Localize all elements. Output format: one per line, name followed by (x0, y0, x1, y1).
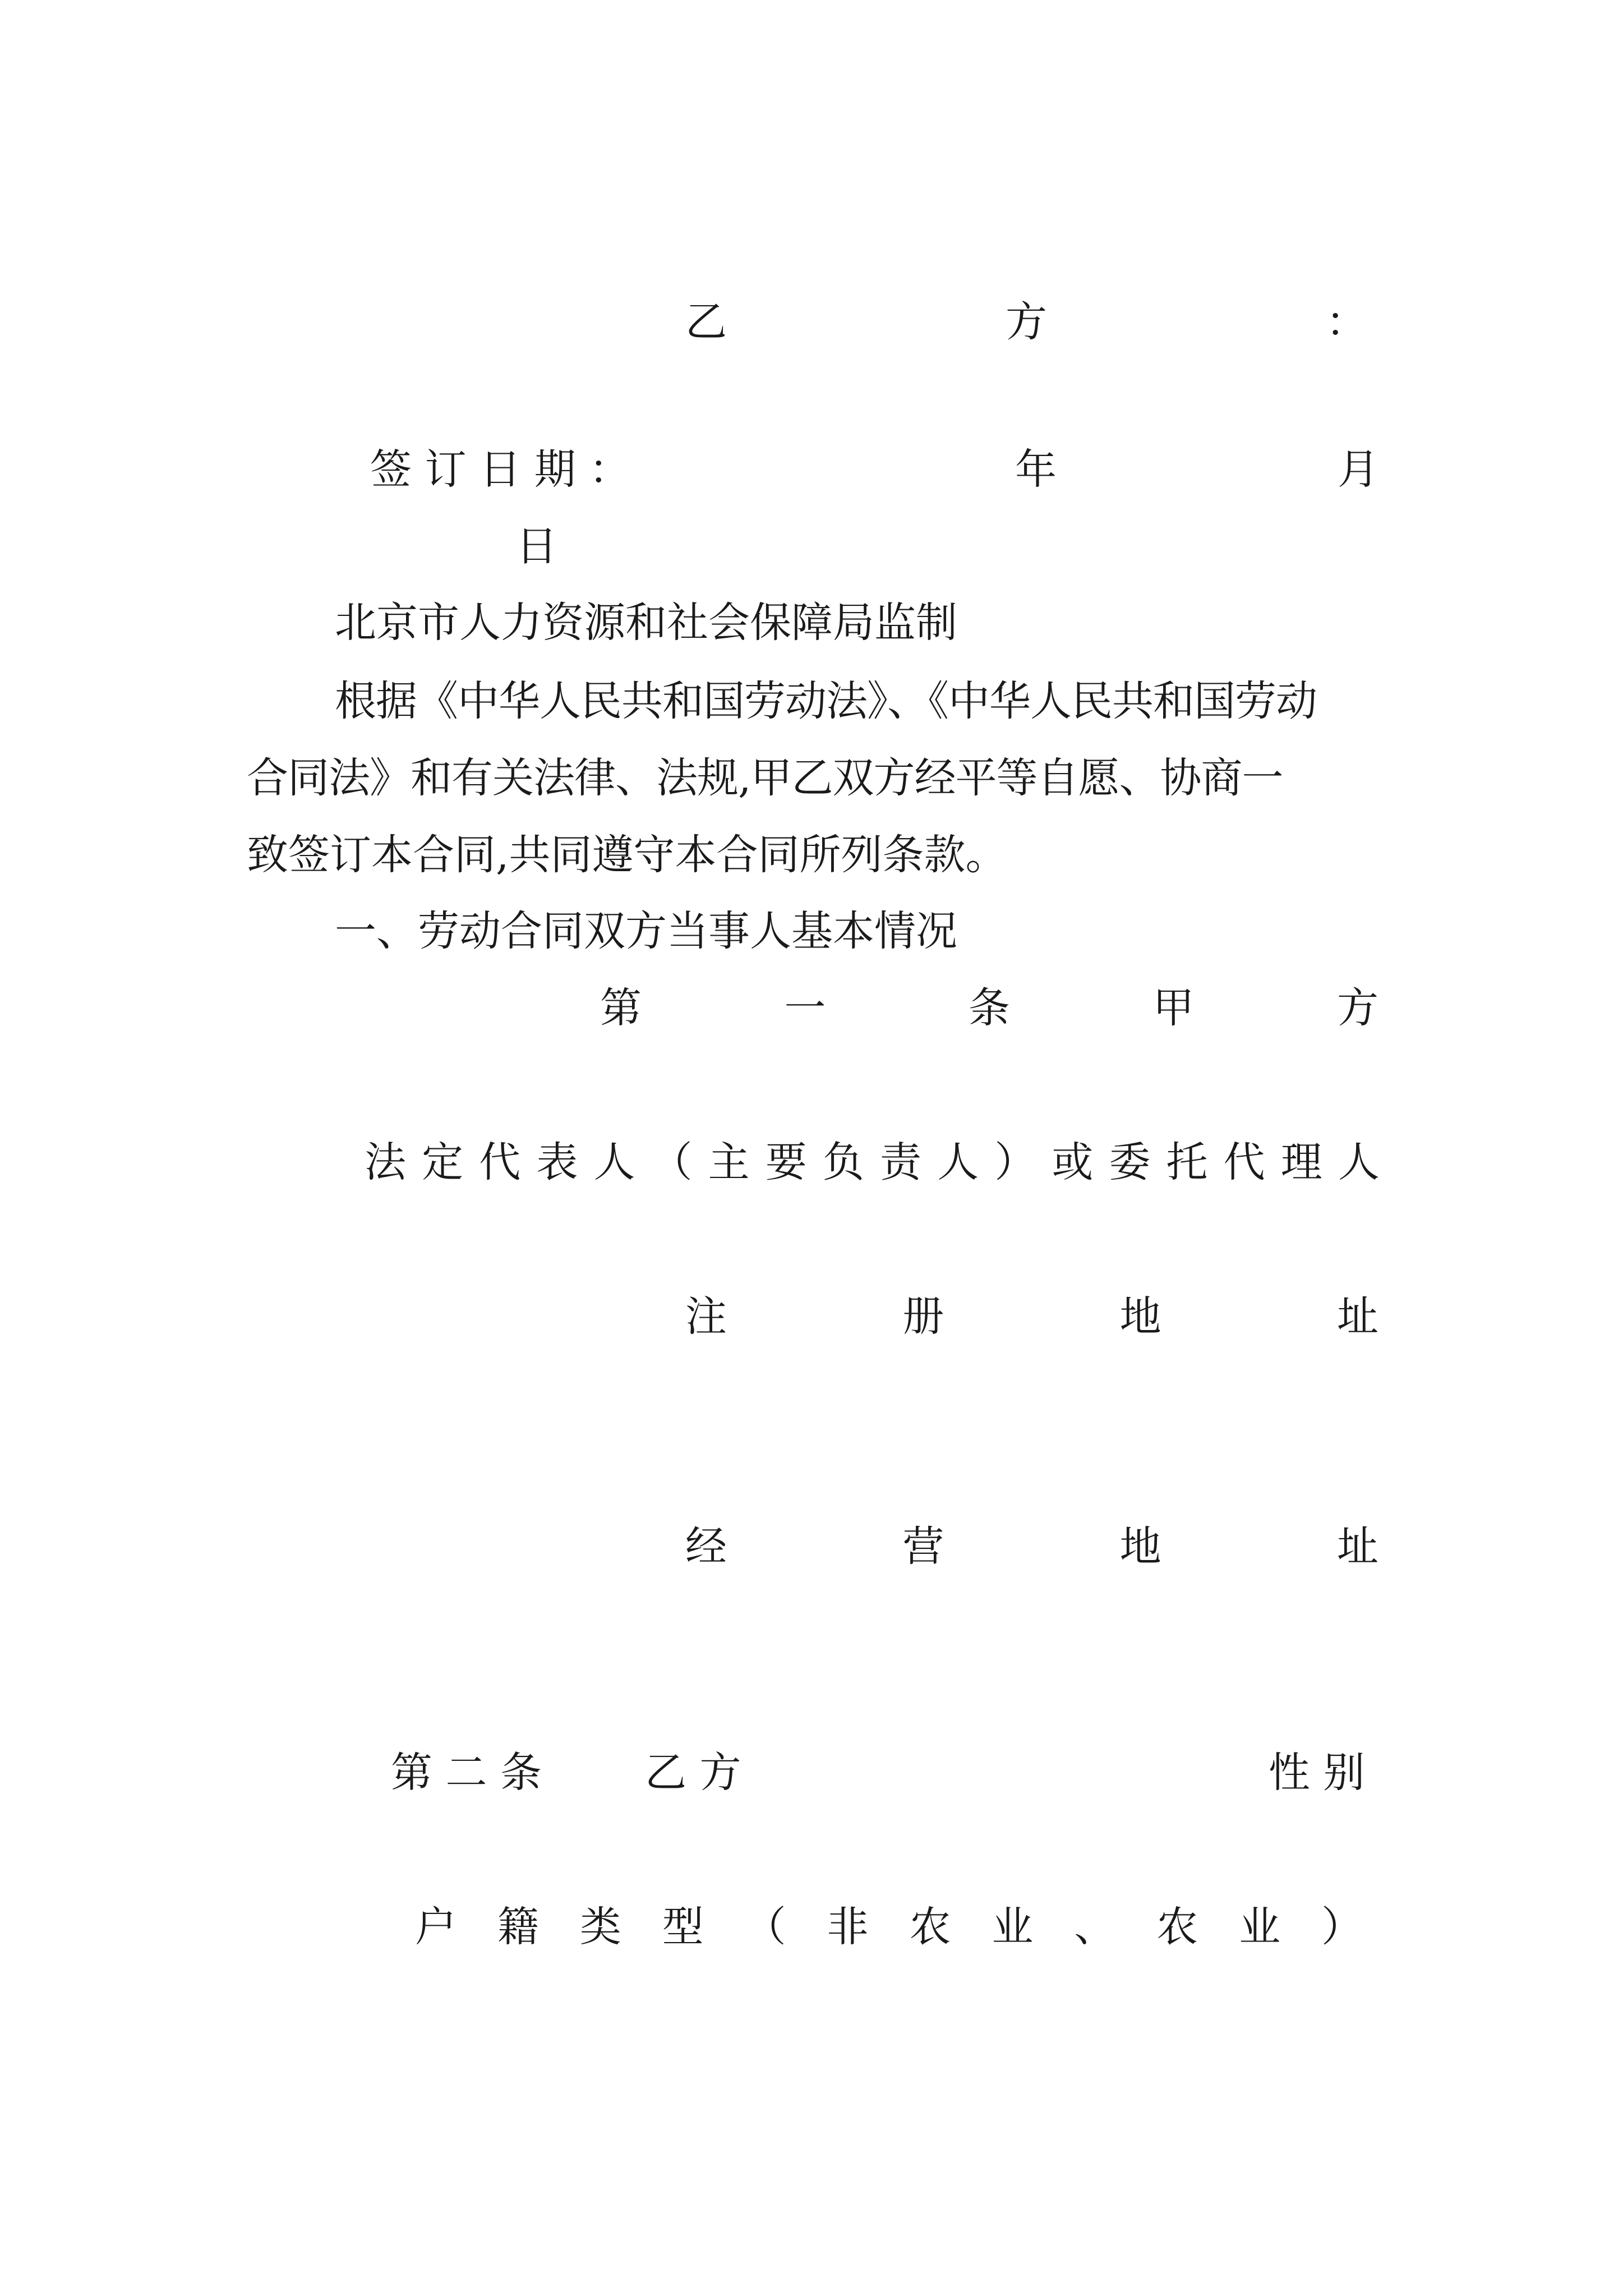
legal-rep-char: ） (994, 1138, 1036, 1186)
household-type-char: 农 (1156, 1903, 1198, 1951)
legal-rep-char: 表 (536, 1138, 578, 1186)
legal-rep-char: 委 (1109, 1138, 1151, 1186)
legal-rep-char: 要 (765, 1138, 807, 1186)
household-type-char: ） (1321, 1903, 1363, 1951)
legal-rep-char: 责 (879, 1138, 921, 1186)
legal-rep-char: 负 (822, 1138, 864, 1186)
legal-rep-char: 或 (1052, 1138, 1094, 1186)
business-address-label (685, 1522, 1378, 1571)
household-type-char: 业 (1239, 1903, 1281, 1951)
household-type-char: 户 (415, 1903, 457, 1951)
household-type-char: 型 (662, 1903, 704, 1951)
sign-date-label: 签 订 日 期 ： (370, 445, 631, 494)
article-2-label: 第 二 条 (391, 1749, 542, 1797)
article-2-gender: 性 别 (1269, 1749, 1365, 1797)
legal-rep-char: （ (651, 1138, 693, 1186)
household-type-char: 籍 (497, 1903, 539, 1951)
article-1-char-2: 一 (784, 984, 826, 1032)
legal-rep-char: 主 (708, 1138, 750, 1186)
article-1-heading (600, 984, 1378, 1032)
registered-address-label (685, 1292, 1378, 1341)
sign-date-month: 月 (1338, 445, 1379, 494)
registered-address-char: 地 (1119, 1292, 1161, 1341)
household-type-char: 业 (992, 1903, 1034, 1951)
business-address-char: 营 (902, 1522, 944, 1571)
household-type-char: 类 (579, 1903, 621, 1951)
household-type-char: 、 (1074, 1903, 1116, 1951)
legal-rep-char: 人 (1338, 1138, 1380, 1186)
article-1-char-1: 第 (600, 984, 642, 1032)
sign-date-day: 日 (516, 522, 557, 570)
article-1-char-5: 方 (1337, 984, 1378, 1032)
household-type-char: （ (744, 1903, 786, 1951)
household-type-char: 非 (827, 1903, 869, 1951)
article-2-party: 乙 方 (645, 1749, 741, 1797)
business-address-char: 址 (1336, 1522, 1378, 1571)
legal-rep-char: 人 (937, 1138, 979, 1186)
legal-rep-char: 托 (1166, 1138, 1208, 1186)
intro-text-1: 根据《中华人民共和国劳动法》、《中华人民共和国劳动 (335, 677, 1317, 725)
legal-rep-char: 代 (1223, 1138, 1265, 1186)
legal-representative-line (365, 1138, 1380, 1186)
party-b-char-2: 方 (1006, 298, 1047, 346)
legal-rep-char: 定 (422, 1138, 464, 1186)
registered-address-char: 址 (1336, 1292, 1378, 1341)
party-b-colon: ： (1326, 298, 1367, 346)
sign-date-year: 年 (1015, 445, 1057, 494)
legal-rep-char: 法 (365, 1138, 406, 1186)
business-address-char: 地 (1119, 1522, 1161, 1571)
party-b-char-1: 乙 (685, 298, 727, 346)
business-address-char: 经 (685, 1522, 727, 1571)
household-type-line (415, 1903, 1363, 1951)
supervisor-line: 北京市人力资源和社会保障局监制 (335, 599, 957, 647)
registered-address-char: 注 (685, 1292, 727, 1341)
article-1-char-3: 条 (969, 984, 1010, 1032)
legal-rep-char: 代 (479, 1138, 521, 1186)
household-type-char: 农 (909, 1903, 951, 1951)
legal-rep-char: 人 (593, 1138, 635, 1186)
article-1-char-4: 甲 (1152, 984, 1195, 1032)
section-1-title: 一、劳动合同双方当事人基本情况 (335, 907, 957, 955)
party-b-header (685, 298, 1367, 346)
intro-line-1 (335, 677, 1378, 725)
registered-address-char: 册 (902, 1292, 944, 1341)
legal-rep-char: 理 (1280, 1138, 1322, 1186)
intro-line-3: 致签订本合同,共同遵守本合同所列条款。 (247, 831, 1007, 879)
intro-line-2: 合同法》和有关法律、法规,甲乙双方经平等自愿、协商一 (247, 754, 1283, 802)
